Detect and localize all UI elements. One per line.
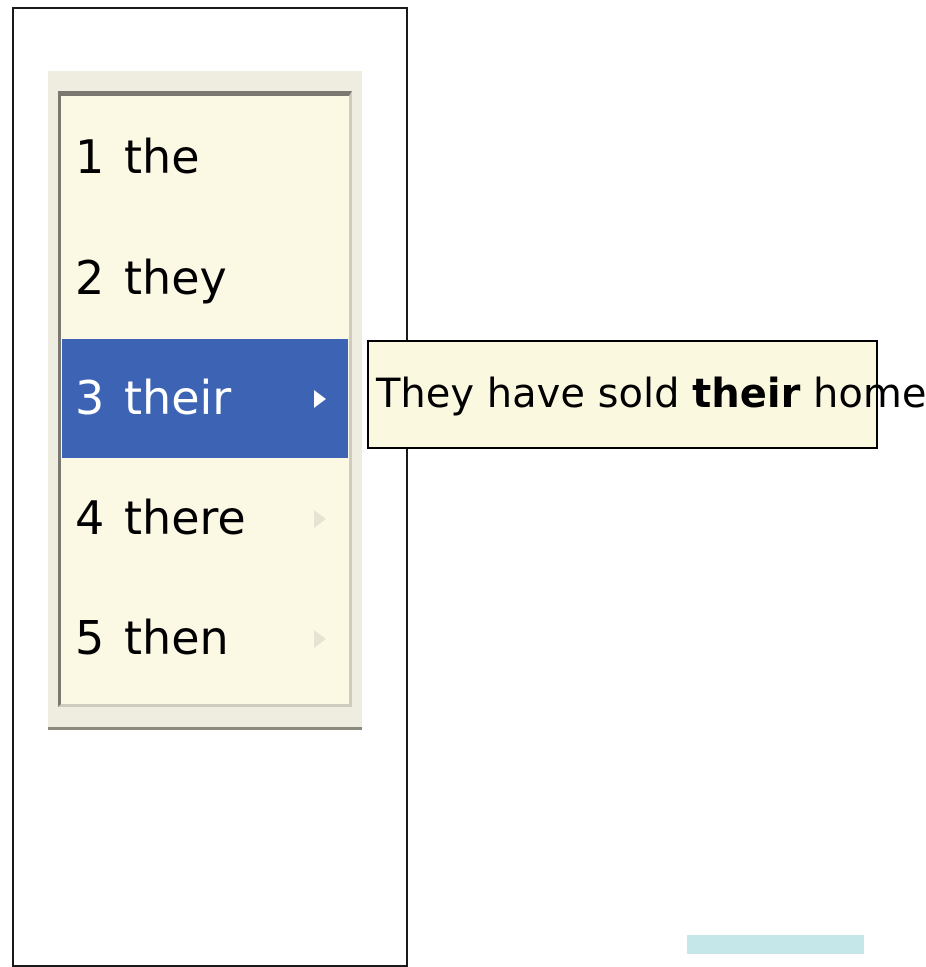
example-sentence-tooltip	[367, 340, 926, 449]
item-number: 2	[75, 251, 105, 305]
prediction-item-3[interactable]	[62, 339, 348, 458]
item-word: the	[124, 130, 200, 184]
item-word: then	[124, 611, 229, 665]
submenu-arrow-icon[interactable]	[314, 630, 326, 648]
tooltip-text-before: They have sold	[376, 371, 693, 417]
prediction-item-4[interactable]	[62, 459, 348, 578]
item-number: 4	[75, 491, 105, 545]
submenu-arrow-icon[interactable]	[314, 510, 326, 528]
word-prediction-menu	[48, 71, 362, 727]
corner-bar	[687, 935, 864, 954]
prediction-list	[58, 91, 352, 707]
tooltip-text-after: home	[800, 371, 926, 417]
item-number: 5	[75, 611, 105, 665]
item-word: there	[124, 491, 246, 545]
tooltip-highlight-word: their	[692, 371, 801, 417]
prediction-item-5[interactable]	[62, 579, 348, 698]
item-word: their	[124, 371, 232, 425]
submenu-arrow-icon[interactable]	[314, 390, 326, 408]
prediction-item-1[interactable]	[62, 98, 348, 217]
item-number: 3	[75, 371, 105, 425]
item-number: 1	[75, 130, 105, 184]
item-word: they	[124, 251, 227, 305]
prediction-item-2[interactable]	[62, 219, 348, 338]
